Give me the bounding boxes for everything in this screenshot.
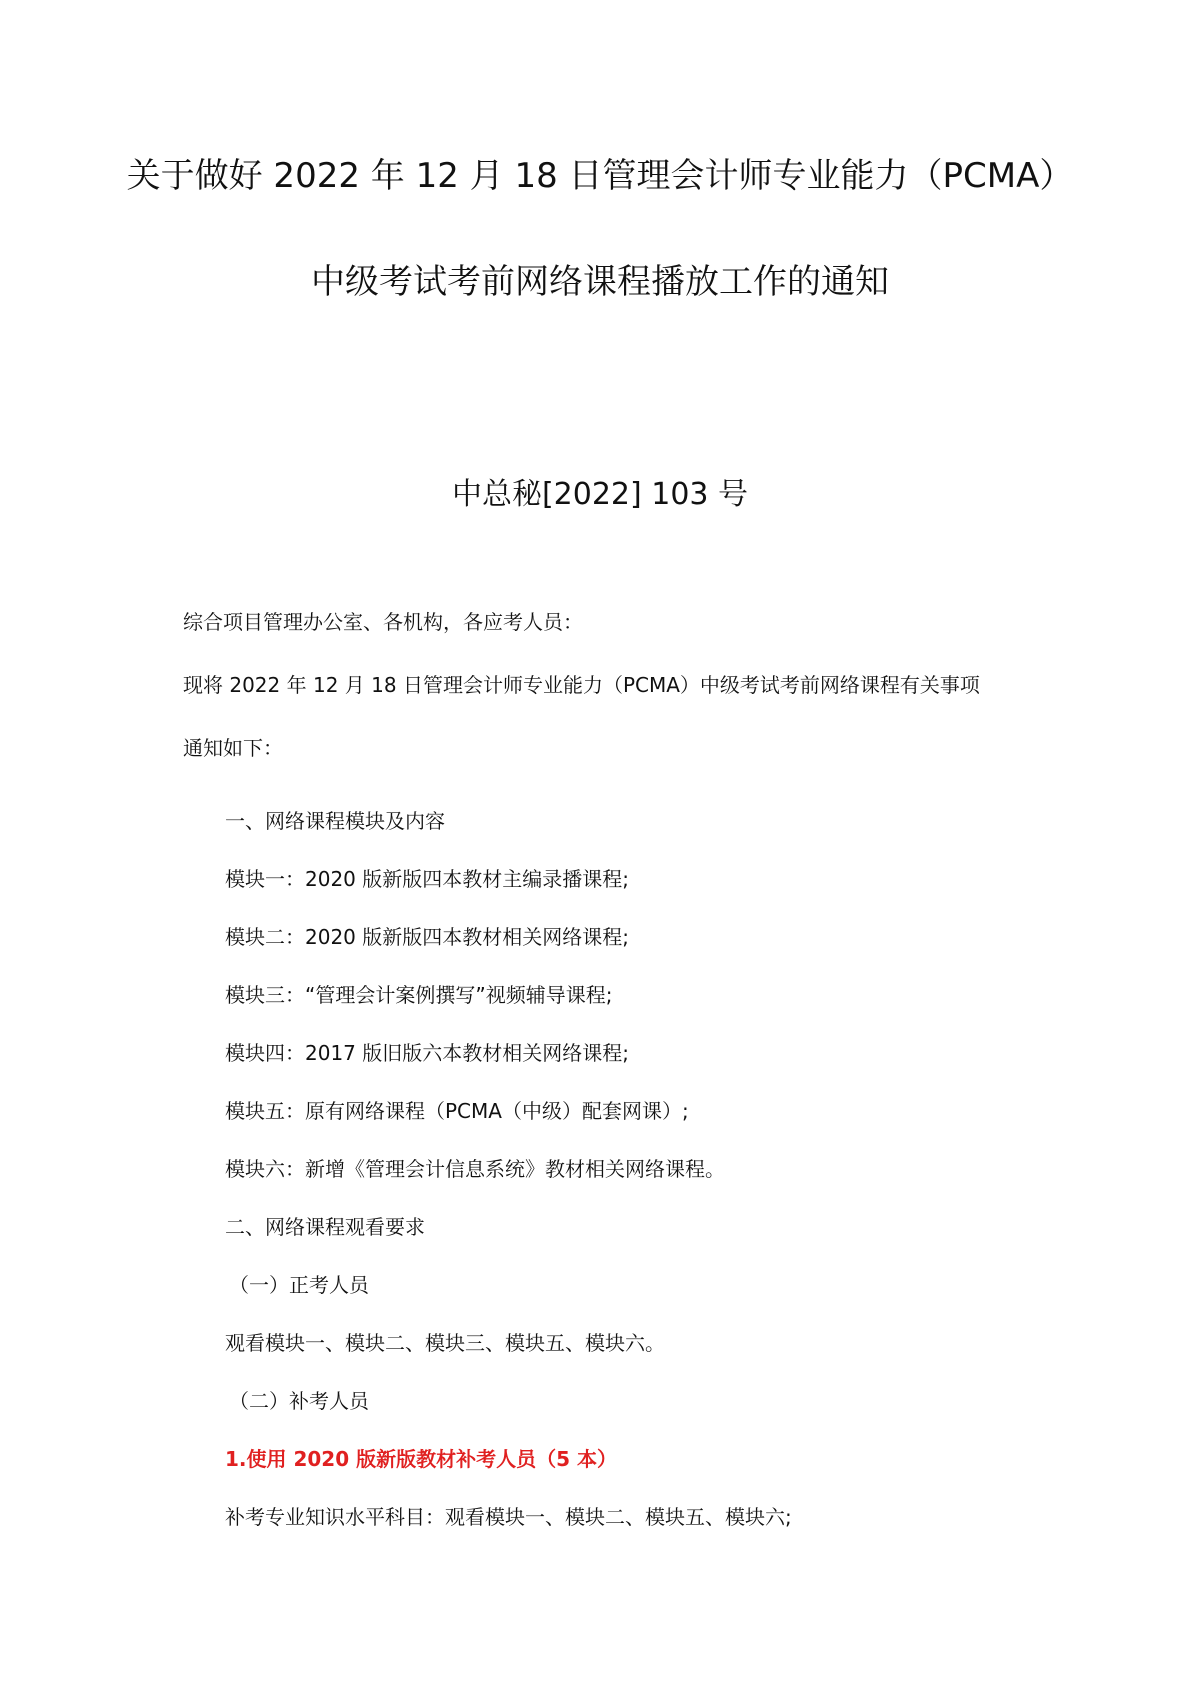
document-number: 中总秘[2022] 103 号 bbox=[451, 477, 749, 512]
document-title-line-2: 中级考试考前网络课程播放工作的通知 bbox=[311, 262, 889, 302]
retake-item-heading: 1.使用 2020 版新版教材补考人员（5 本） bbox=[225, 1447, 617, 1471]
module-item: 模块六：新增《管理会计信息系统》教材相关网络课程。 bbox=[225, 1157, 725, 1181]
section-heading-requirements: 二、网络课程观看要求 bbox=[225, 1215, 425, 1239]
document-title-line-1: 关于做好 2022 年 12 月 18 日管理会计师专业能力（PCMA） bbox=[126, 156, 1074, 196]
retake-item-text: 补考专业知识水平科目：观看模块一、模块二、模块五、模块六; bbox=[225, 1505, 792, 1529]
salutation: 综合项目管理办公室、各机构，各应考人员： bbox=[183, 610, 583, 634]
intro-paragraph-line-2: 通知如下： bbox=[183, 736, 283, 760]
module-item: 模块五：原有网络课程（PCMA（中级）配套网课）; bbox=[225, 1099, 689, 1123]
subsection-heading-regular: （一）正考人员 bbox=[229, 1273, 369, 1297]
module-item: 模块四：2017 版旧版六本教材相关网络课程; bbox=[225, 1041, 629, 1065]
module-item: 模块三：“管理会计案例撰写”视频辅导课程; bbox=[225, 983, 613, 1007]
section-heading-modules: 一、网络课程模块及内容 bbox=[225, 809, 445, 833]
subsection-text-regular: 观看模块一、模块二、模块三、模块五、模块六。 bbox=[225, 1331, 665, 1355]
module-item: 模块一：2020 版新版四本教材主编录播课程; bbox=[225, 867, 629, 891]
module-item: 模块二：2020 版新版四本教材相关网络课程; bbox=[225, 925, 629, 949]
subsection-heading-retake: （二）补考人员 bbox=[229, 1389, 369, 1413]
intro-paragraph-line-1: 现将 2022 年 12 月 18 日管理会计师专业能力（PCMA）中级考试考前网络课程有关事项 bbox=[183, 673, 980, 697]
